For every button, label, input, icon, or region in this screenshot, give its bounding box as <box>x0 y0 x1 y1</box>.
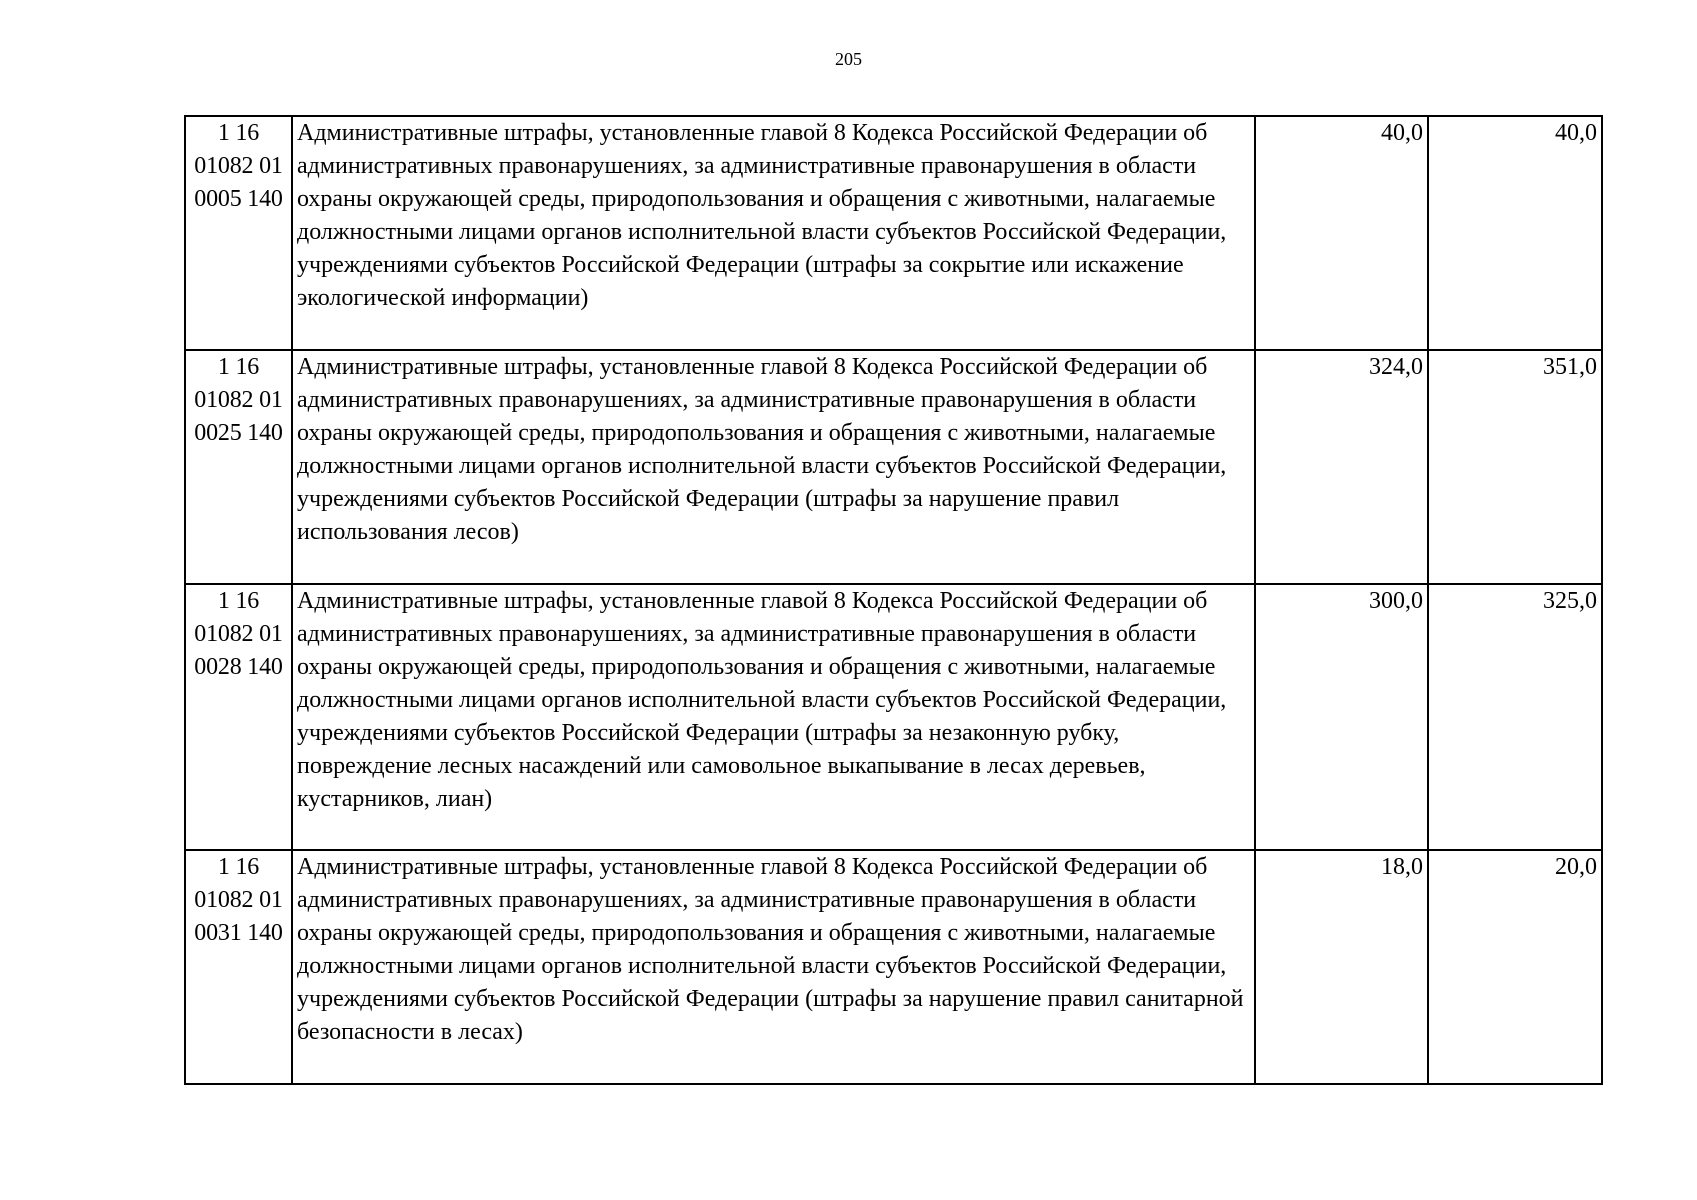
amount-year-2: 325,0 <box>1428 584 1602 850</box>
table-row <box>185 350 1602 584</box>
table-row <box>185 116 1602 350</box>
revenue-description: Административные штрафы, установленные главой 8 Кодекса Российской Федерации об административных правонарушениях, за административные правонарушения в области охраны окружающей среды, природопользования и обращения с животными, налагаемые должностными лицами органов исполнительной власти субъектов Российской Федерации, учреждениями субъектов Российской Федерации (штрафы за нарушение правил санитарной безопасности в лесах) <box>292 850 1255 1084</box>
amount-year-2: 40,0 <box>1428 116 1602 350</box>
budget-code: 1 16 01082 01 0028 140 <box>185 584 292 850</box>
table-row <box>185 584 1602 850</box>
revenue-description: Административные штрафы, установленные главой 8 Кодекса Российской Федерации об административных правонарушениях, за административные правонарушения в области охраны окружающей среды, природопользования и обращения с животными, налагаемые должностными лицами органов исполнительной власти субъектов Российской Федерации, учреждениями субъектов Российской Федерации (штрафы за сокрытие или искажение экологической информации) <box>292 116 1255 350</box>
amount-year-1: 40,0 <box>1255 116 1428 350</box>
amount-year-1: 300,0 <box>1255 584 1428 850</box>
page-number: 205 <box>835 49 862 69</box>
budget-code: 1 16 01082 01 0005 140 <box>185 116 292 350</box>
table-row <box>185 850 1602 1084</box>
amount-year-1: 18,0 <box>1255 850 1428 1084</box>
revenue-description: Административные штрафы, установленные главой 8 Кодекса Российской Федерации об административных правонарушениях, за административные правонарушения в области охраны окружающей среды, природопользования и обращения с животными, налагаемые должностными лицами органов исполнительной власти субъектов Российской Федерации, учреждениями субъектов Российской Федерации (штрафы за нарушение правил использования лесов) <box>292 350 1255 584</box>
budget-code: 1 16 01082 01 0025 140 <box>185 350 292 584</box>
revenue-description: Административные штрафы, установленные главой 8 Кодекса Российской Федерации об административных правонарушениях, за административные правонарушения в области охраны окружающей среды, природопользования и обращения с животными, налагаемые должностными лицами органов исполнительной власти субъектов Российской Федерации, учреждениями субъектов Российской Федерации (штрафы за незаконную рубку, повреждение лесных насаждений или самовольное выкапывание в лесах деревьев, кустарников, лиан) <box>292 584 1255 850</box>
amount-year-1: 324,0 <box>1255 350 1428 584</box>
budget-table <box>184 115 1603 1085</box>
budget-code: 1 16 01082 01 0031 140 <box>185 850 292 1084</box>
amount-year-2: 351,0 <box>1428 350 1602 584</box>
amount-year-2: 20,0 <box>1428 850 1602 1084</box>
